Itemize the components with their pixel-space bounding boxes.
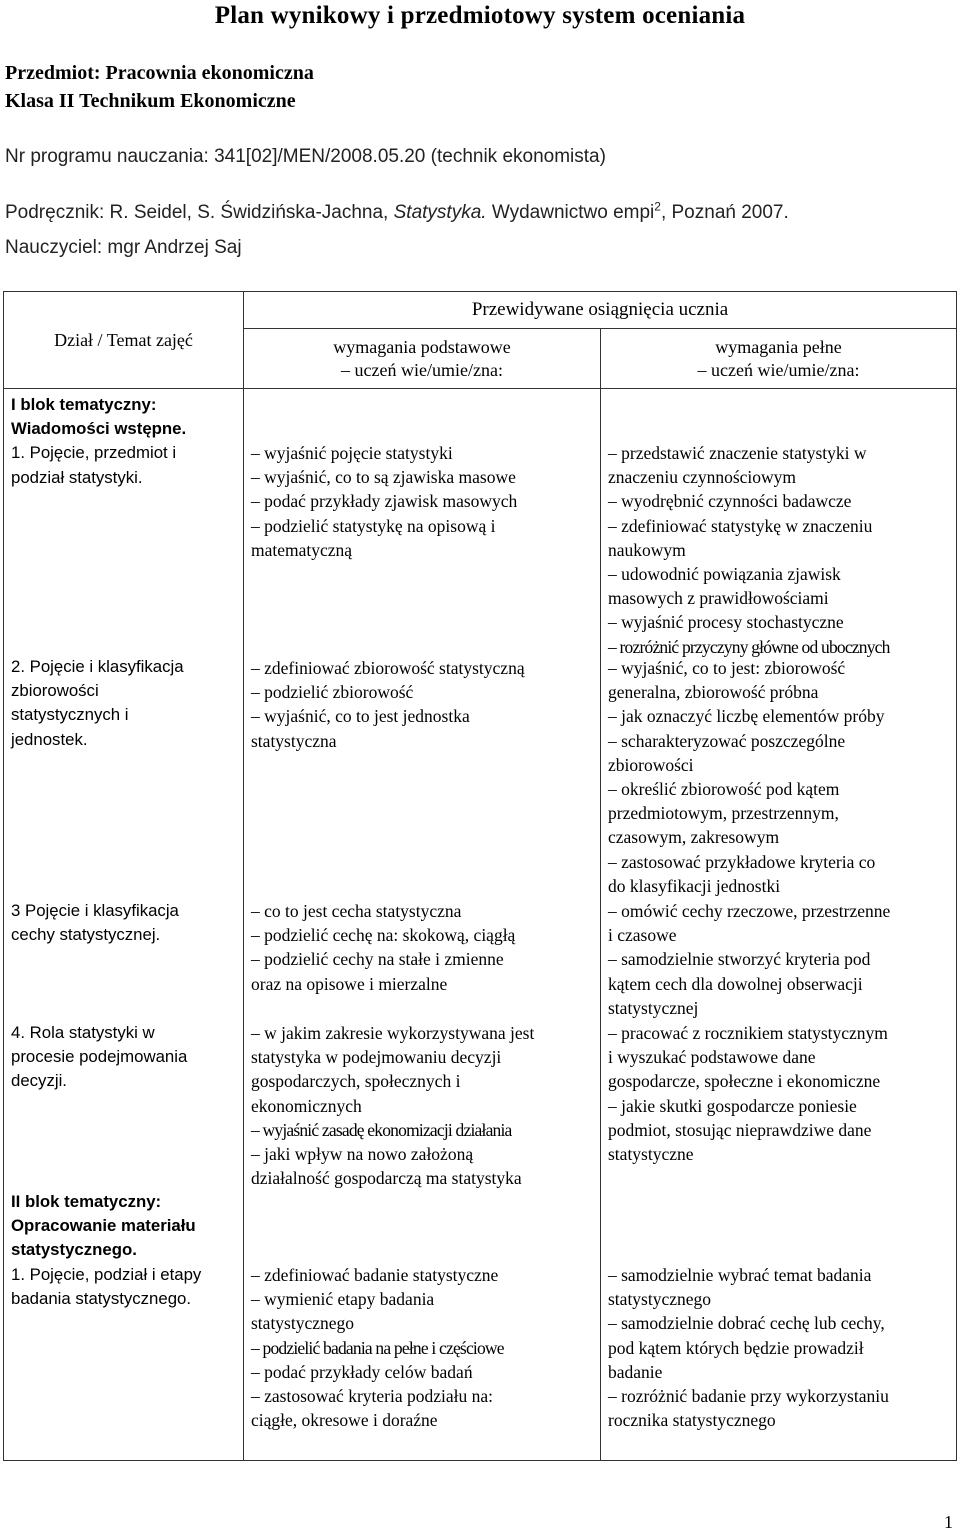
requirement-line: statystyczne bbox=[608, 1144, 694, 1165]
full-list bbox=[608, 656, 950, 898]
requirement-line: – podzielić cechę na: skokową, ciągłą bbox=[251, 925, 516, 946]
full-list bbox=[608, 1263, 950, 1432]
requirement-line: ciągłe, okresowe i doraźne bbox=[251, 1410, 438, 1431]
requirement-line: gospodarcze, społeczne i ekonomiczne bbox=[608, 1071, 881, 1092]
requirement-line: i wyszukać podstawowe dane bbox=[608, 1047, 816, 1068]
basic-list bbox=[251, 1021, 594, 1190]
requirement-line: statystyka w podejmowaniu decyzji bbox=[251, 1047, 502, 1068]
page-number: 1 bbox=[944, 1512, 953, 1532]
requirement-line: – jaki wpływ na nowo założoną bbox=[251, 1144, 474, 1165]
requirement-line: do klasyfikacji jednostki bbox=[608, 875, 781, 896]
requirement-line: statystycznej bbox=[608, 997, 699, 1018]
requirement-line: – jakie skutki gospodarcze poniesie bbox=[608, 1095, 857, 1116]
requirement-line: – określić zbiorowość pod kątem bbox=[608, 779, 840, 800]
requirement-line: – wymienić etapy badania bbox=[251, 1289, 435, 1310]
requirement-line: masowych z prawidłowościami bbox=[608, 588, 829, 609]
program-line: Nr programu nauczania: 341[02]/MEN/2008.05.20 (technik ekonomista) bbox=[5, 146, 606, 167]
achievements-header: Przewidywane osiągnięcia ucznia bbox=[244, 292, 957, 329]
requirement-line: – podać przykłady celów badań bbox=[251, 1361, 473, 1382]
requirement-line: – podzielić statystykę na opisową i bbox=[251, 515, 496, 536]
requirement-line: – przedstawić znaczenie statystyki w bbox=[608, 443, 867, 463]
full-requirements-cell bbox=[601, 389, 957, 1461]
requirement-line: – wyjaśnić, co to są zjawiska masowe bbox=[251, 467, 516, 488]
full-list bbox=[608, 1021, 950, 1166]
requirement-line: kątem cech dla dowolnej obserwacji bbox=[608, 973, 863, 994]
requirement-line: generalna, zbiorowość próbna bbox=[608, 682, 819, 703]
teacher-line: Nauczyciel: mgr Andrzej Saj bbox=[5, 237, 242, 258]
topics-cell bbox=[4, 389, 244, 1461]
requirement-line: – zdefiniować badanie statystyczne bbox=[251, 1265, 499, 1285]
full-list bbox=[608, 899, 950, 1020]
requirement-line: zbiorowości bbox=[608, 754, 694, 775]
requirement-line: – wyjaśnić procesy stochastyczne bbox=[608, 612, 844, 633]
requirement-line: badanie bbox=[608, 1361, 663, 1382]
topic-3: 3 Pojęcie i klasyfikacja cechy statystycznej. bbox=[11, 901, 179, 945]
requirement-line: – wyjaśnić, co to jest: zbiorowość bbox=[608, 658, 846, 678]
topic-2: 2. Pojęcie i klasyfikacja zbiorowości statystycznych i jednostek. bbox=[11, 657, 184, 749]
requirement-line: działalność gospodarczą ma statystyka bbox=[251, 1168, 522, 1189]
basic-list bbox=[251, 899, 594, 996]
requirement-line: – wyjaśnić zasadę ekonomizacji działania bbox=[251, 1119, 512, 1140]
requirement-line: – pracować z rocznikiem statystycznym bbox=[608, 1023, 888, 1043]
requirement-line: oraz na opisowe i mierzalne bbox=[251, 973, 448, 994]
requirement-line: znaczeniu czynnościowym bbox=[608, 467, 797, 488]
requirement-line: – omówić cechy rzeczowe, przestrzenne bbox=[608, 901, 891, 921]
requirement-line: pod kątem których będzie prowadził bbox=[608, 1337, 864, 1358]
requirement-line: – samodzielnie dobrać cechę lub cechy, bbox=[608, 1313, 885, 1334]
page-title: Plan wynikowy i przedmiotowy system oceniania bbox=[214, 2, 746, 29]
requirement-line: – samodzielnie stworzyć kryteria pod bbox=[608, 949, 871, 970]
requirement-line: – co to jest cecha statystyczna bbox=[251, 901, 462, 921]
basic-list bbox=[251, 656, 594, 753]
requirement-line: czasowym, zakresowym bbox=[608, 827, 780, 848]
basic-list bbox=[251, 1263, 594, 1432]
requirement-line: – podać przykłady zjawisk masowych bbox=[251, 491, 518, 512]
block1-heading: I blok tematyczny: Wiadomości wstępne. 1. Pojęcie, przedmiot i podział statystyki. bbox=[11, 395, 187, 487]
requirement-line: podmiot, stosując nieprawdziwe dane bbox=[608, 1119, 872, 1140]
textbook-line: Podręcznik: R. Seidel, S. Świdzińska-Jachna, Statystyka. Wydawnictwo empi$^2$, Poznań 2007. bbox=[5, 199, 789, 223]
requirement-line: – wyodrębnić czynności badawcze bbox=[608, 491, 852, 512]
requirement-line: – zastosować kryteria podziału na: bbox=[251, 1386, 493, 1407]
requirement-line: – w jakim zakresie wykorzystywana jest bbox=[251, 1023, 535, 1043]
requirement-line: – wyjaśnić pojęcie statystyki bbox=[251, 443, 453, 463]
requirement-line: statystycznego bbox=[251, 1313, 355, 1334]
requirement-line: ekonomicznych bbox=[251, 1095, 362, 1116]
requirement-line: – zdefiniować statystykę w znaczeniu bbox=[608, 515, 873, 536]
basic-requirements-header: wymagania podstawowe – uczeń wie/umie/zna: bbox=[244, 329, 601, 389]
requirement-line: – samodzielnie wybrać temat badania bbox=[608, 1265, 872, 1285]
requirement-line: naukowym bbox=[608, 539, 686, 560]
requirement-line: – podzielić zbiorowość bbox=[251, 682, 414, 703]
requirement-line: statystyczna bbox=[251, 730, 337, 751]
requirement-line: – rozróżnić przyczyny główne od ubocznych bbox=[608, 636, 890, 657]
requirement-line: – podzielić badania na pełne i częściowe bbox=[251, 1337, 504, 1358]
basic-requirements-cell bbox=[244, 389, 601, 1461]
class-line: Klasa II Technikum Ekonomiczne bbox=[5, 90, 296, 112]
plan-table bbox=[3, 291, 957, 1461]
full-requirements-header: wymagania pełne – uczeń wie/umie/zna: bbox=[601, 329, 957, 389]
requirement-line: matematyczną bbox=[251, 539, 353, 560]
requirement-line: – rozróżnić badanie przy wykorzystaniu bbox=[608, 1386, 889, 1407]
requirement-line: – scharakteryzować poszczególne bbox=[608, 730, 846, 751]
topic-column-header: Dział / Temat zajęć bbox=[4, 292, 244, 389]
subject-line: Przedmiot: Pracownia ekonomiczna bbox=[5, 62, 314, 84]
requirement-line: przedmiotowym, przestrzennym, bbox=[608, 803, 839, 824]
requirement-line: i czasowe bbox=[608, 925, 677, 946]
requirement-line: – zastosować przykładowe kryteria co bbox=[608, 851, 876, 872]
requirement-line: – udowodnić powiązania zjawisk bbox=[608, 564, 841, 585]
requirement-line: gospodarczych, społecznych i bbox=[251, 1071, 461, 1092]
requirement-line: statystycznego bbox=[608, 1289, 712, 1310]
topic-4: 4. Rola statystyki w procesie podejmowania decyzji. bbox=[11, 1023, 188, 1091]
block2-heading: II blok tematyczny: Opracowanie materiału statystycznego. 1. Pojęcie, podział i etapy badania statystycznego. bbox=[11, 1192, 202, 1308]
requirement-line: – zdefiniować zbiorowość statystyczną bbox=[251, 658, 525, 678]
requirement-line: – wyjaśnić, co to jest jednostka bbox=[251, 706, 470, 727]
basic-list bbox=[251, 441, 594, 562]
full-list bbox=[608, 441, 950, 659]
requirement-line: – jak oznaczyć liczbę elementów próby bbox=[608, 706, 885, 727]
requirement-line: rocznika statystycznego bbox=[608, 1410, 776, 1431]
requirement-line: – podzielić cechy na stałe i zmienne bbox=[251, 949, 504, 970]
